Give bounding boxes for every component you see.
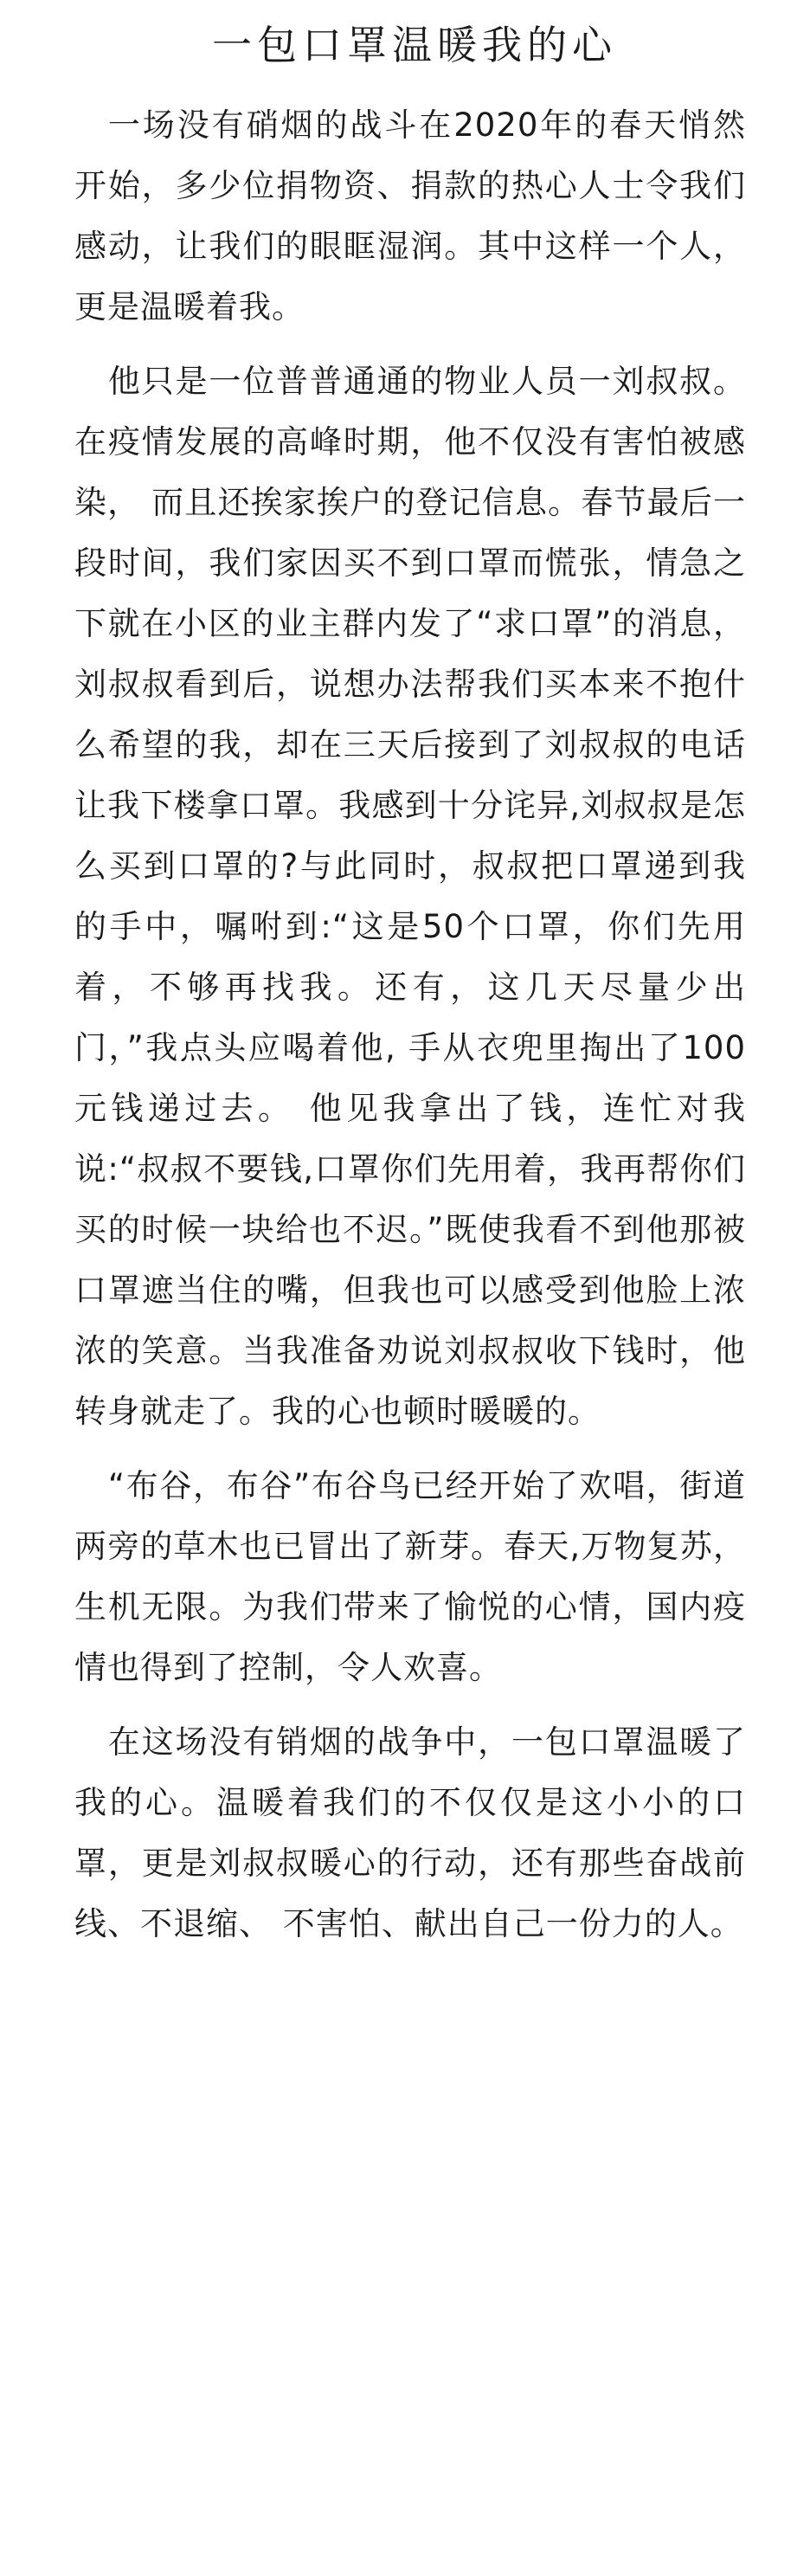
paragraph-4: 在这场没有销烟的战争中，一包口罩温暖了我的心。温暖着我们的不仅仅是这小小的口罩，更是刘叔叔暖心的行动，还有那些奋战前线、不退缩、 不害怕、献出自己一份力的人。	[74, 1723, 746, 1942]
paragraph-3: “布谷，布谷”布谷鸟已经开始了欢唱，街道两旁的草木也已冒出了新芽。春天,万物复苏，生机无限。为我们带来了愉悦的心情，国内疫情也得到了控制，令人欢喜。	[74, 1467, 746, 1686]
essay-title: 一包口罩温暖我的心	[212, 22, 617, 68]
paragraph-1: 一场没有硝烟的战斗在2020年的春天悄然开始，多少位捐物资、捐款的热心人士令我们感动，让我们的眼眶湿润。其中这样一个人，更是温暖着我。	[74, 106, 746, 325]
paragraph-2: 他只是一位普普通通的物业人员一刘叔叔。在疫情发展的高峰时期，他不仅没有害怕被感染， 而且还挨家挨户的登记信息。春节最后一段时间，我们家因买不到口罩而慌张，情急之下就在小区的业主群内发了“求口罩”的消息，刘叔叔看到后，说想办法帮我们买本来不抱什么希望的我，却在三天后接到了刘叔叔的电话让我下楼拿口罩。我感到十分诧异,刘叔叔是怎么买到口罩的?与此同时，叔叔把口罩递到我的手中，嘱咐到:“这是50个口罩，你们先用着，不够再找我。还有，这几天尽量少出门，”我点头应喝着他, 手从衣兜里掏出了100元钱递过去。 他见我拿出了钱，连忙对我说:“叔叔不要钱,口罩你们先用着，我再帮你们买的时候一块给也不迟。”既使我看不到他那被口罩遮当住的嘴，但我也可以感受到他脸上浓浓的笑意。当我准备劝说刘叔叔收下钱时，他转身就走了。我的心也顿时暖暖的。	[74, 363, 746, 1430]
